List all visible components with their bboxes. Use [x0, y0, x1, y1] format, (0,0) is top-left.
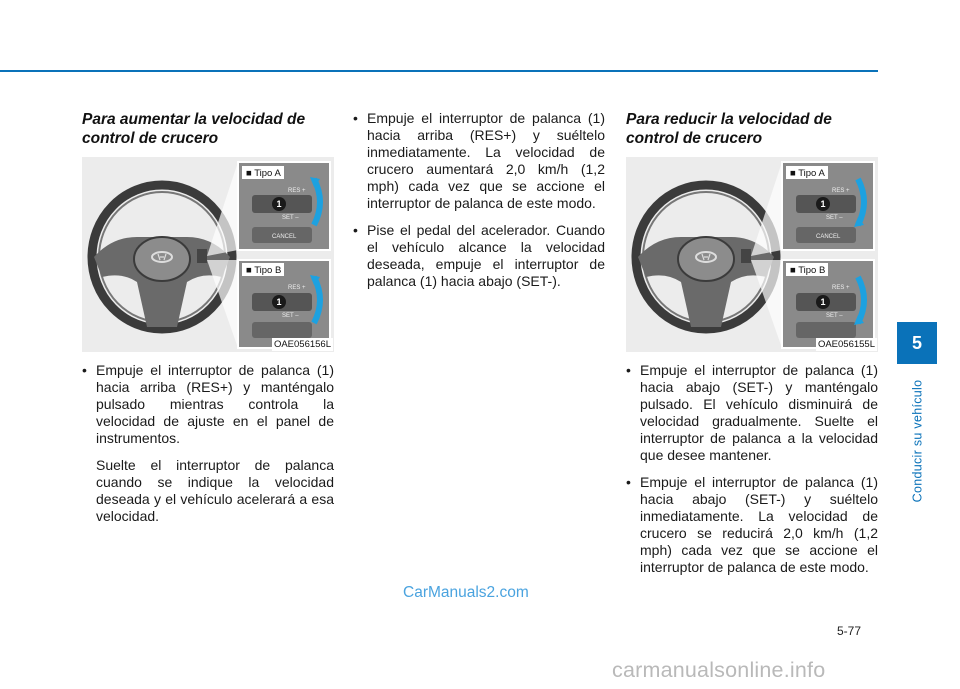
set-label: SET – — [826, 215, 843, 221]
bullet-item: • Empuje el interruptor de palanca (1) hacia arriba (RES+) y suéltelo inmediatamente. La velocidad de crucero aumentará 2,0 km/h (1,2 mph) cada vez que se accione el interruptor de palanca de este modo. — [353, 110, 605, 212]
bullet-continuation: Suelte el interruptor de palanca cuando se indique la velocidad deseada y el vehículo acelerará a esa velocidad. — [96, 457, 334, 524]
steering-wheel-illustration — [82, 157, 334, 352]
set-label: SET – — [282, 215, 299, 221]
callout-number: 1 — [276, 297, 282, 307]
type-a-label: ■ Tipo A — [246, 168, 281, 179]
top-rule — [0, 70, 878, 72]
steering-wheel-figure — [626, 157, 878, 352]
res-label: RES + — [288, 188, 306, 194]
chapter-label-text: Conducir su vehículo — [910, 379, 925, 503]
bullet-list — [353, 110, 605, 290]
res-label: RES + — [832, 285, 850, 291]
bullet-item: • Empuje el interruptor de palanca (1) hacia arriba (RES+) y manténgalo pulsado mientras controla la velocidad de ajuste en el panel de instrumentos. — [82, 362, 334, 447]
steering-wheel-figure — [82, 157, 334, 352]
heading-decrease-speed: Para reducir la velocidad de control de crucero — [626, 111, 832, 147]
callout-number: 1 — [820, 297, 826, 307]
figure-code: OAE056155L — [817, 339, 875, 350]
type-a-label: ■ Tipo A — [790, 168, 825, 179]
page-number: 5-77 — [837, 624, 862, 638]
bullet-item: • Pise el pedal del acelerador. Cuando el vehículo alcance la velocidad deseada, empuje el interruptor de palanca (1) hacia abajo (SET-). — [353, 222, 605, 290]
set-label: SET – — [826, 313, 843, 319]
chapter-label — [897, 372, 937, 510]
res-label: RES + — [832, 188, 850, 194]
column-increase — [82, 110, 334, 525]
type-b-label: ■ Tipo B — [790, 265, 826, 276]
watermark-bottom[interactable]: carmanualsonline.info — [612, 658, 826, 682]
bullet-list — [82, 362, 334, 525]
res-label: RES + — [288, 285, 306, 291]
callout-number: 1 — [820, 199, 826, 209]
figure-code: OAE056156L — [273, 339, 331, 350]
column-middle — [353, 110, 605, 290]
column-decrease — [626, 110, 878, 576]
bullet-list — [626, 362, 878, 576]
watermark-top[interactable]: CarManuals2.com — [403, 584, 529, 601]
cancel-label: CANCEL — [816, 234, 841, 240]
heading-increase-speed: Para aumentar la velocidad de control de crucero — [82, 111, 306, 147]
cancel-label: CANCEL — [272, 234, 297, 240]
bullet-item: • Empuje el interruptor de palanca (1) hacia abajo (SET-) y manténgalo pulsado. El vehículo disminuirá de velocidad gradualmente. Suelte el interruptor de palanca a la velocidad que desee mantener. — [626, 362, 878, 464]
type-b-label: ■ Tipo B — [246, 265, 282, 276]
chapter-tab[interactable]: 5 — [897, 322, 937, 364]
steering-wheel-illustration — [626, 157, 878, 352]
callout-number: 1 — [276, 199, 282, 209]
set-label: SET – — [282, 313, 299, 319]
bullet-item: • Empuje el interruptor de palanca (1) hacia abajo (SET-) y suéltelo inmediatamente. La velocidad de crucero se reducirá 2,0 km/h (1,2 mph) cada vez que se accione el interruptor de palanca de este modo. — [626, 474, 878, 576]
